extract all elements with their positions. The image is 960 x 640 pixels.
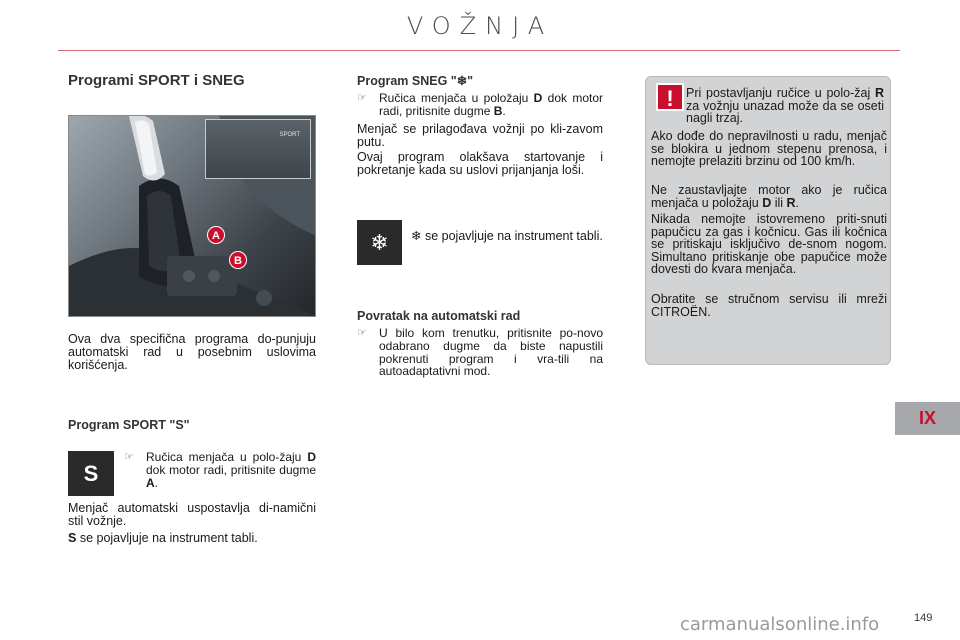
warning-para-5: Obratite se stručnom servisu ili mreži CITROËN. xyxy=(651,292,887,319)
return-heading: Povratak na automatski rad xyxy=(357,309,521,323)
sport-bullet-text: Ručica menjača u polo-žaju xyxy=(146,450,308,464)
sneg-bullet-text: Ručica menjača u položaju xyxy=(379,91,534,105)
warning-exclamation-icon: ! xyxy=(656,83,684,111)
warning-p3-end: . xyxy=(795,195,800,210)
sport-bullet-a: A xyxy=(146,475,155,490)
sport-para-2 xyxy=(68,532,316,545)
warning-p3-r: R xyxy=(786,195,796,210)
sneg-bullet-end: . xyxy=(502,103,506,118)
warning-p3-mid: ili xyxy=(771,195,787,210)
sport-bullet-mid: dok motor radi, pritisnite dugme xyxy=(146,462,316,477)
sneg-para-1: Menjač se prilagođava vožnji po kli-zavom putu. xyxy=(357,122,603,150)
snowflake-inline-icon: ❄ xyxy=(411,229,422,243)
sneg-bullet-d: D xyxy=(533,91,543,105)
sport-para-2-s: S xyxy=(68,531,77,545)
sneg-bullet xyxy=(357,92,603,118)
sport-bullet-d: D xyxy=(307,450,316,464)
chapter-tab: IX xyxy=(895,402,960,435)
inset-sport-label: SPORT xyxy=(279,132,300,138)
sport-para-1: Menjač automatski uspostavlja di-namični stil vožnje. xyxy=(68,501,316,529)
sport-icon: S xyxy=(68,451,114,496)
sport-heading: Program SPORT "S" xyxy=(68,418,190,432)
warning-para-3 xyxy=(651,184,887,209)
return-bullet-text: U bilo kom trenutku, pritisnite po-novo odabrano dugme da biste napustili pokrenuti program i vra-tili na autoadaptativni mod. xyxy=(379,326,603,379)
sport-para-2-rest: se pojavljuje na instrument tabli. xyxy=(76,531,258,545)
warning-para-4: Nikada nemojte istovremeno priti-snuti papučicu za gas i kočnicu. Gas ili kočnica se pritiskaju isključivo de-snom nogom. Simultano pritiskanje obe papučice može dovesti do kvara menjača. xyxy=(651,212,887,276)
pointing-hand-icon: ☞ xyxy=(357,92,367,104)
pointing-hand-icon: ☞ xyxy=(357,327,367,339)
sneg-para-2: Ovaj program olakšava startovanje i pokretanje kada su uslovi prijanjanja loši. xyxy=(357,150,603,178)
warning-p1-rest: za vožnju unazad može da se oseti nagli trzaj. xyxy=(686,98,884,125)
control-inset xyxy=(205,119,311,179)
warning-para-1 xyxy=(686,87,884,125)
sport-bullet-end: . xyxy=(154,475,159,490)
sport-bullet xyxy=(124,451,316,489)
warning-p1-r: R xyxy=(874,86,884,100)
chapter-title: VOŽNJA xyxy=(406,12,554,40)
gear-selector-photo xyxy=(68,115,316,317)
page-number: 149 xyxy=(914,612,933,624)
marker-b: B xyxy=(229,251,247,269)
sneg-icon-text-rest: se pojavljuje na instrument tabli. xyxy=(421,229,603,243)
sneg-bullet-mid: dok motor radi, pritisnite dugme xyxy=(379,91,603,118)
pointing-hand-icon: ☞ xyxy=(124,451,134,463)
warning-p3-pre: Ne zaustavljajte motor ako je ručica menjača u položaju xyxy=(651,183,887,210)
warning-para-2: Ako dođe do nepravilnosti u radu, menjač se blokira u jednom stepenu prenosa, i nemojte prelaziti brzinu od 100 km/h. xyxy=(651,129,887,168)
snowflake-icon: ❄ xyxy=(357,220,402,265)
warning-p1-pre: Pri postavljanju ručice u polo-žaj xyxy=(686,86,875,100)
marker-a: A xyxy=(207,226,225,244)
sneg-heading: Program SNEG "❄" xyxy=(357,74,474,88)
return-bullet xyxy=(357,327,603,378)
title-rule xyxy=(58,50,900,51)
sneg-icon-text xyxy=(411,230,603,243)
sneg-bullet-b: B xyxy=(493,103,503,118)
watermark: carmanualsonline.info xyxy=(680,614,880,635)
intro-text: Ova dva specifična programa do-punjuju automatski rad u posebnim uslovima korišćenja. xyxy=(68,332,316,373)
warning-p3-d: D xyxy=(762,195,772,210)
section-heading: Programi SPORT i SNEG xyxy=(68,72,245,89)
warning-box xyxy=(645,76,891,365)
